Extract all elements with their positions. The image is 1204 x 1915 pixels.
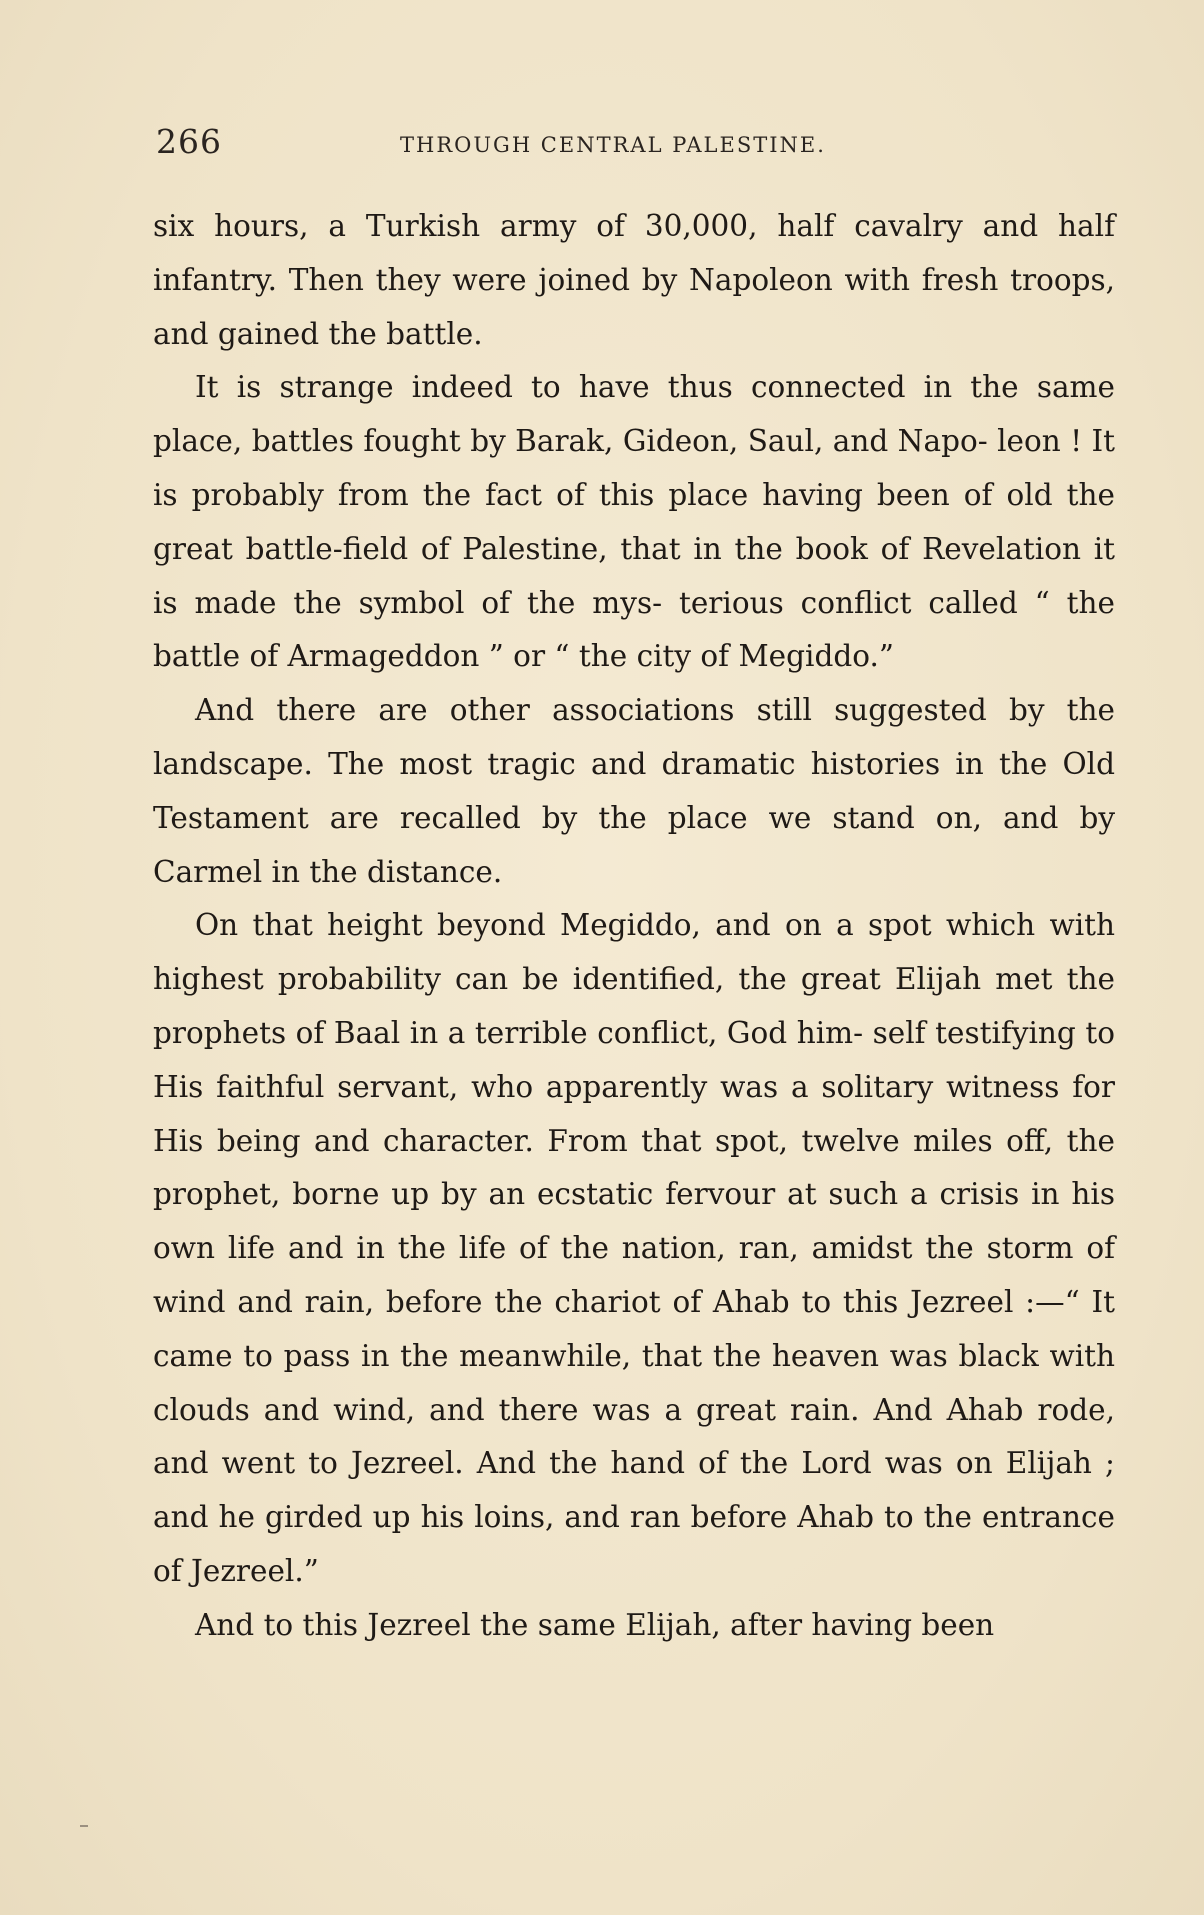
paragraph-1: six hours, a Turkish army of 30,000, half cavalry and half infantry. Then they were joined by Napoleon with fresh troops, and gained the battle. [153, 209, 1115, 351]
page-header [156, 122, 1116, 168]
paragraph-4: On that height beyond Megiddo, and on a spot which with highest probability can be identified, the great Elijah met the prophets of Baal in a terrible conflict, God him- self testifying to His faithful servant, who apparently was a solitary witness for His being and character. From that spot, twelve miles off, the prophet, borne up by an ecstatic fervour at such a crisis in his own life and in the life of the nation, ran, amidst the storm of wind and rain, before the chariot of Ahab to this Jezreel :—“ It came to pass in the meanwhile, that the heaven was black with clouds and wind, and there was a great rain. And Ahab rode, and went to Jezreel. And the hand of the Lord was on Elijah ; and he girded up his loins, and ran before Ahab to the entrance of Jezreel.” [153, 908, 1115, 1588]
page-body [153, 200, 1115, 1653]
paragraph-3: And there are other associations still suggested by the landscape. The most tragic and dramatic histories in the Old Testament are recalled by the place we stand on, and by Carmel in the distance. [153, 693, 1115, 889]
paragraph-2: It is strange indeed to have thus connected in the same place, battles fought by Barak, Gideon, Saul, and Napo- leon ! It is probably from the fact of this place having been of old the great battle-field of Palestine, that in the book of Revelation it is made the symbol of the mys- terious conflict called “ the battle of Armageddon ” or “ the city of Megiddo.” [153, 370, 1115, 674]
margin-mark [80, 1825, 88, 1827]
running-head: THROUGH CENTRAL PALESTINE. [400, 133, 826, 157]
page-number: 266 [156, 122, 222, 161]
paragraph-5: And to this Jezreel the same Elijah, after having been [195, 1607, 995, 1642]
